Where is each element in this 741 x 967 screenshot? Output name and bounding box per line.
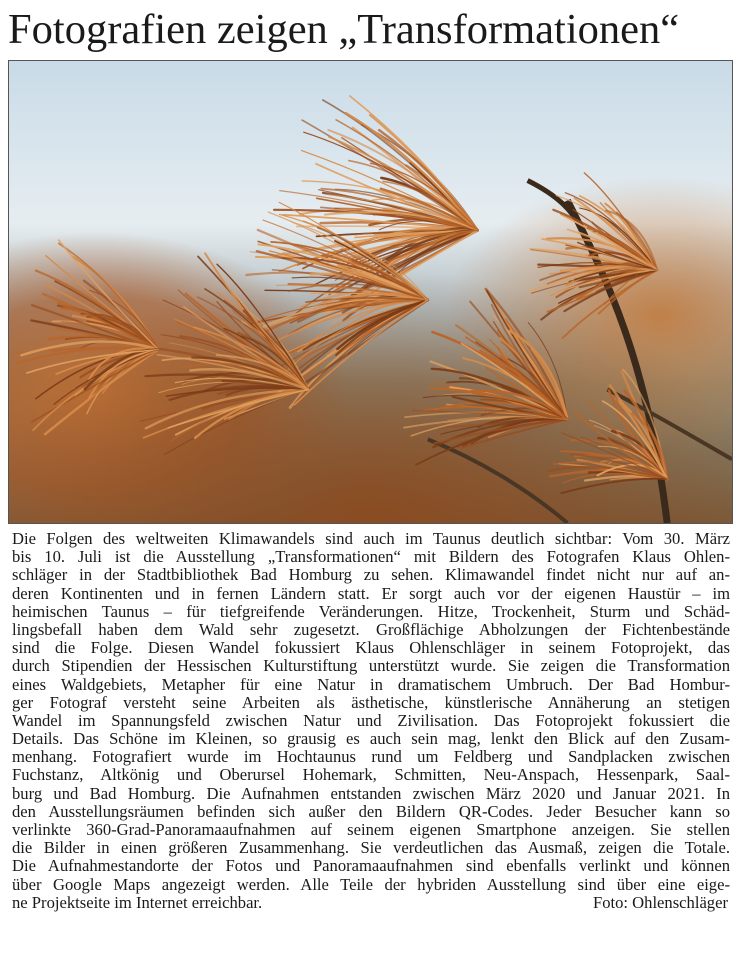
dried-pine-branch-icon <box>9 61 732 523</box>
caption-line: ne Projektseite im Internet erreichbar. Foto: Ohlenschläger <box>12 892 728 912</box>
caption-line: burg und Bad Homburg. Die Aufnahmen entstanden zwischen März 2020 und Januar 2021. In <box>12 783 730 803</box>
caption-line: Die Folgen des weltweiten Klimawandels sind auch im Taunus deutlich sichtbar: Vom 30. März <box>12 529 730 548</box>
caption-line: bis 10. Juli ist die Ausstellung „Transformationen“ mit Bildern des Fotografen Klaus Ohlen- <box>12 547 730 567</box>
caption-line: schläger in der Stadtbibliothek Bad Homburg zu sehen. Klimawandel findet nicht nur auf an- <box>12 565 730 585</box>
caption-line: Die Aufnahmestandorte der Fotos und Panoramaaufnahmen sind ebenfalls verlinkt und können <box>12 856 730 876</box>
caption-line: Fuchstanz, Altkönig und Oberursel Hohemark, Schmitten, Neu-Anspach, Hessenpark, Saal- <box>12 765 730 785</box>
caption-line: heimischen Taunus – für tiefgreifende Veränderungen. Hitze, Trockenheit, Sturm und Schäd- <box>12 601 730 621</box>
caption-line: über Google Maps angezeigt werden. Alle Teile der hybriden Ausstellung sind über eine eige- <box>12 874 730 894</box>
caption-line: sind die Folge. Diesen Wandel fokussiert Klaus Ohlenschläger in seinem Fotoprojekt, das <box>12 638 730 658</box>
caption-line: ger Fotograf versteht seine Arbeiten als ästhetische, künstlerische Annäherung an stetigen <box>12 692 730 712</box>
caption-line: verlinkte 360-Grad-Panoramaaufnahmen auf seinem eigenen Smartphone anzeigen. Sie stellen <box>12 820 730 839</box>
caption-line: menhang. Fotografiert wurde im Hochtaunus rund um Feldberg und Sandplacken zwischen <box>12 747 730 767</box>
article-caption <box>12 530 730 912</box>
caption-line: Wandel im Spannungsfeld zwischen Natur und Zivilisation. Das Fotoprojekt fokussiert die <box>12 710 730 730</box>
caption-line: lingsbefall haben dem Wald sehr zugesetzt. Großflächige Abholzungen der Fichtenbestände <box>12 619 730 639</box>
caption-line: durch Stipendien der Hessischen Kulturstiftung unterstützt wurde. Sie zeigen die Transformation <box>12 656 730 676</box>
article-photo <box>8 60 733 524</box>
caption-line: den Ausstellungsräumen befinden sich außer den Bildern QR-Codes. Jeder Besucher kann so <box>12 801 730 821</box>
caption-line: eines Waldgebiets, Metapher für eine Natur in dramatischem Umbruch. Der Bad Hombur- <box>12 674 730 694</box>
caption-line: deren Kontinenten und in fernen Ländern statt. Er sorgt auch vor der eigenen Haustür – im <box>12 583 730 603</box>
photo-credit: Foto: Ohlenschläger <box>592 892 728 912</box>
caption-line: die Bilder in einen größeren Zusammenhang. Sie verdeutlichen das Ausmaß, zeigen die Totale. <box>12 838 730 858</box>
caption-line: Details. Das Schöne im Kleinen, so grausig es auch sein mag, lenkt den Blick auf den Zusam- <box>12 729 730 749</box>
article-headline: Fotografien zeigen „Transformationen“ <box>8 6 680 53</box>
